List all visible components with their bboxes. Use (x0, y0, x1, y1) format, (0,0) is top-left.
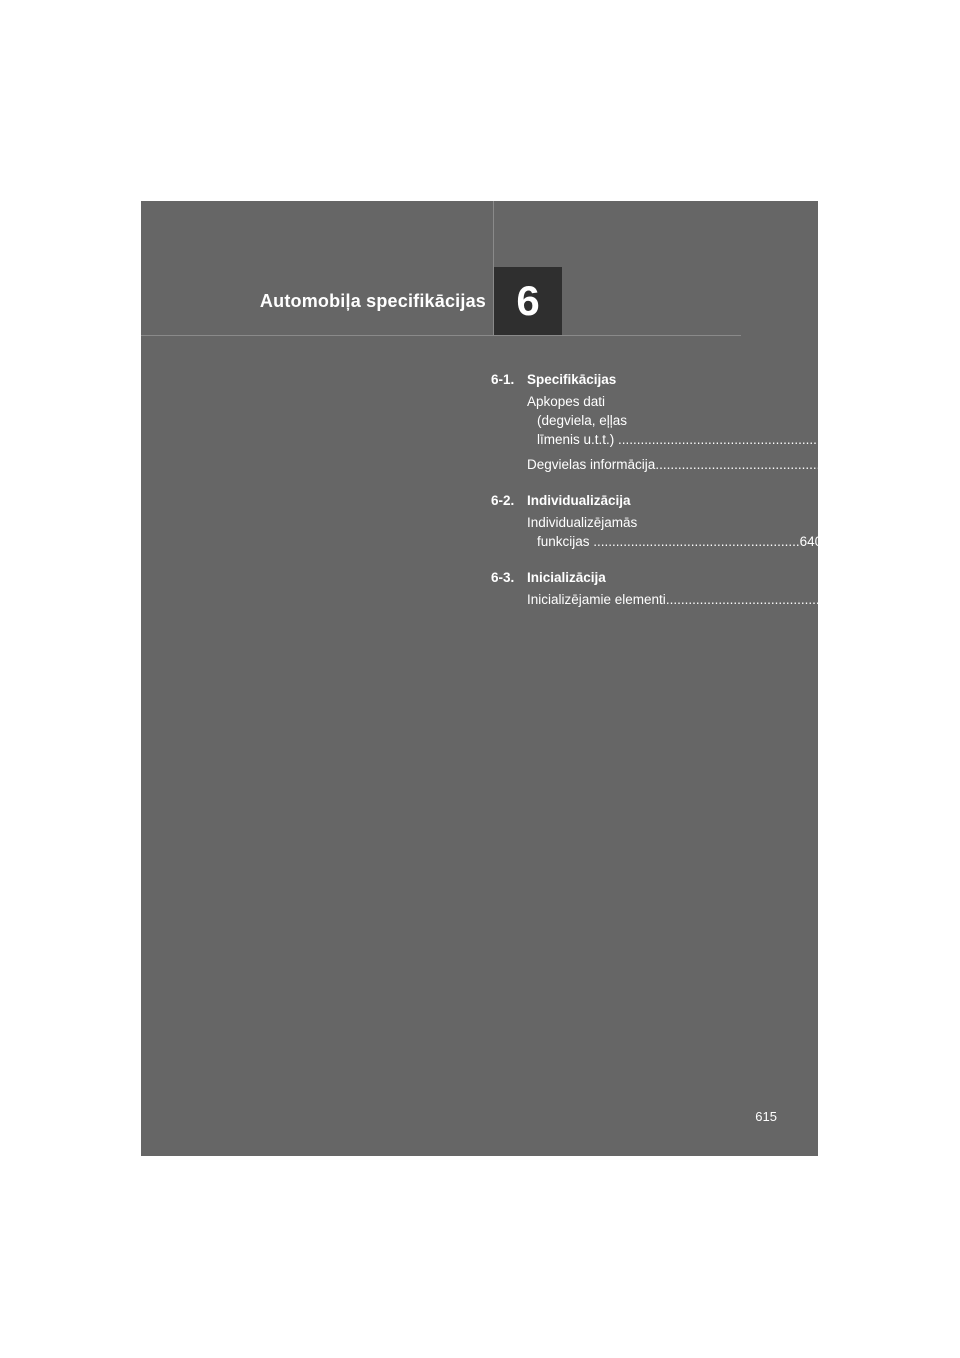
dot-leader: ....................................................... (614, 432, 825, 447)
toc-entry-line: līmenis u.t.t.) (537, 432, 615, 447)
toc-section-number: 6-3. (491, 570, 515, 585)
toc-entry[interactable] (527, 455, 885, 474)
toc-entry[interactable] (527, 392, 847, 449)
toc-entry-leader-line (527, 532, 823, 551)
chapter-number: 6 (516, 277, 540, 324)
toc-section-number: 6-1. (491, 372, 515, 387)
toc-section-title: Individualizācija (527, 493, 631, 508)
page-number: 615 (755, 1109, 777, 1124)
toc-section-heading[interactable] (491, 491, 741, 511)
toc-section (491, 491, 823, 551)
chapter-title: Automobiļa specifikācijas (259, 291, 486, 311)
toc-entry-line: (degviela, eļļas (537, 413, 628, 428)
toc-entry-line: Individualizējamās (527, 515, 638, 530)
toc-entry-leader-line (527, 455, 885, 474)
toc-entry[interactable] (527, 590, 895, 609)
toc-section (491, 370, 885, 474)
toc-entry-line: Inicializējamie elementi (527, 592, 666, 607)
toc-section (491, 568, 895, 609)
toc-entry-page: 644 (872, 592, 895, 607)
toc-entry-line: funkcijas (537, 534, 590, 549)
dot-leader: ....................................................... (589, 534, 800, 549)
toc-entry-page: 637 (861, 457, 885, 472)
horizontal-divider (141, 335, 741, 336)
toc-entry-line: Degvielas informācija (527, 457, 656, 472)
chapter-panel (141, 201, 895, 1156)
toc-section-number: 6-2. (491, 493, 515, 508)
toc-entry-leader-line (527, 590, 895, 609)
dot-leader: ....................................................... (655, 457, 862, 472)
toc-section-title: Specifikācijas (527, 372, 617, 387)
toc-entry-leader-line (527, 430, 847, 449)
toc-entry-page: 640 (799, 534, 823, 549)
toc-section-title: Inicializācija (527, 570, 606, 585)
toc-section-heading[interactable] (491, 568, 741, 588)
chapter-number-box (494, 267, 562, 335)
toc-entry-line: Apkopes dati (527, 394, 606, 409)
dot-leader: ....................................................... (665, 592, 873, 607)
toc-entry[interactable] (527, 513, 823, 551)
table-of-contents (491, 370, 895, 626)
toc-section-heading[interactable] (491, 370, 741, 390)
toc-entry-page: 616 (824, 432, 847, 447)
